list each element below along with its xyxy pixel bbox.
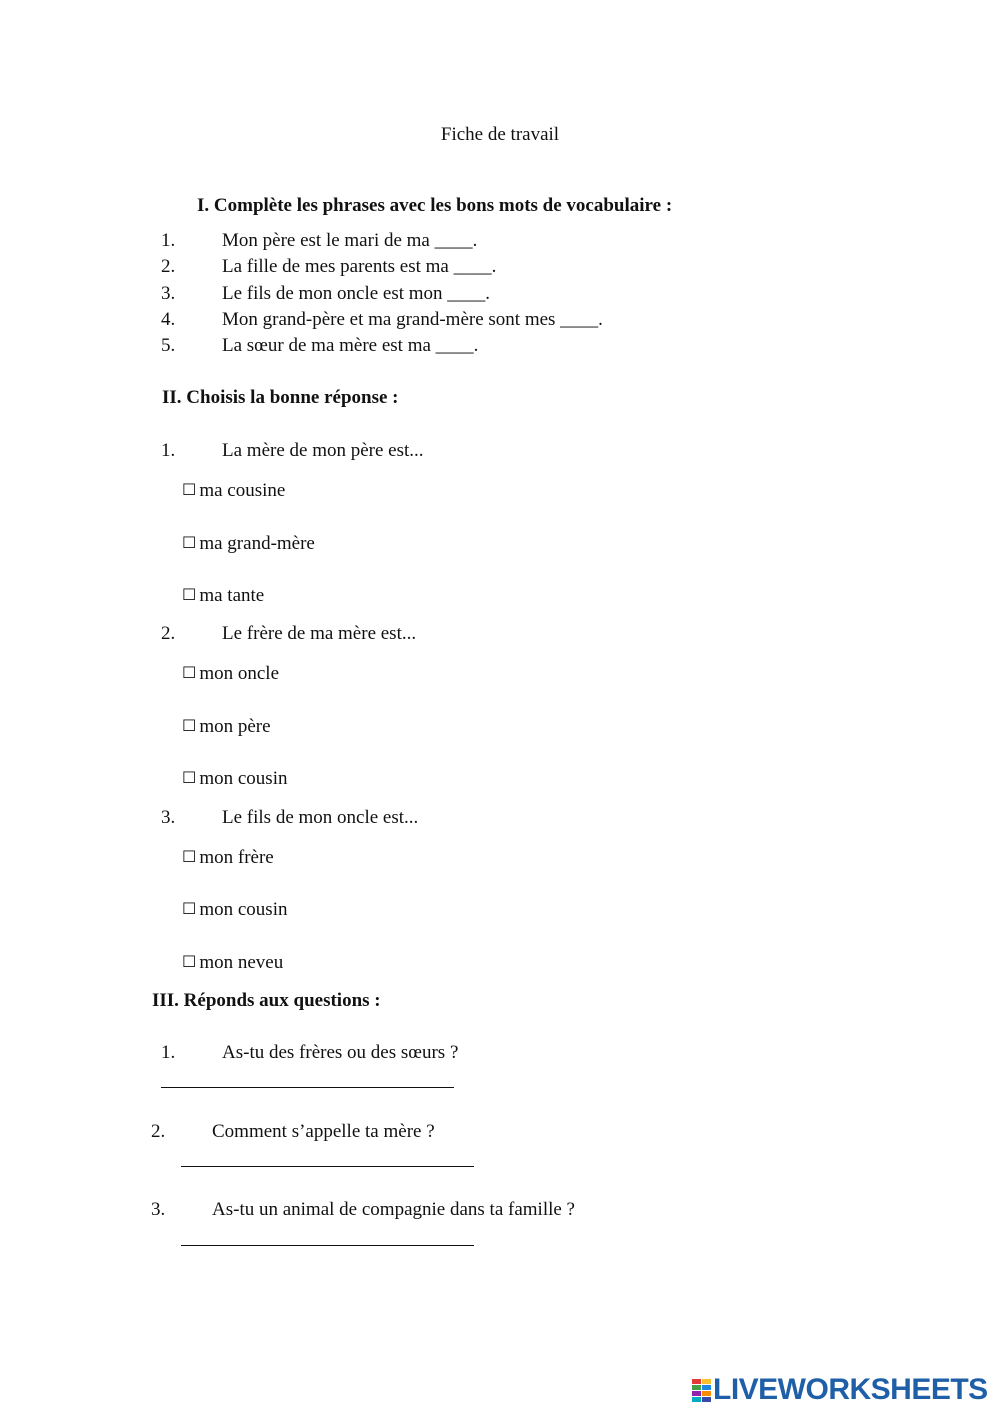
s1-item-4-number: 4. [161,309,176,330]
checkbox-icon[interactable]: ☐ [182,899,197,918]
s2-q3-option-2[interactable] [182,900,287,919]
section-1-heading: I. Complète les phrases avec les bons mots de vocabulaire : [197,195,673,216]
s1-item-2-text: La fille de mes parents est ma ____. [222,256,497,277]
s2-q1-option-2[interactable] [182,534,315,553]
logo-text: LIVEWORKSHEETS [713,1373,988,1406]
logo-mark-icon [692,1379,711,1402]
checkbox-icon[interactable]: ☐ [182,716,197,735]
logo-tile [702,1397,711,1402]
logo-tile [692,1397,701,1402]
s1-item-2-number: 2. [161,256,176,277]
s1-item-5-number: 5. [161,335,176,356]
logo-tile [692,1385,701,1390]
option-label: mon cousin [199,768,288,789]
s1-item-1-text: Mon père est le mari de ma ____. [222,230,478,251]
s1-item-3-number: 3. [161,283,176,304]
logo-tile [692,1391,701,1396]
s1-item-4-text: Mon grand-père et ma grand-mère sont mes ____. [222,309,603,330]
s3-question-2-text: Comment s’appelle ta mère ? [212,1121,435,1142]
option-label: ma tante [199,585,265,606]
s1-item-3-text: Le fils de mon oncle est mon ____. [222,283,491,304]
s3-question-2-number: 2. [151,1121,166,1142]
s2-q2-option-3[interactable] [182,769,287,788]
section-3-heading: III. Réponds aux questions : [152,990,381,1011]
s3-question-3-text: As-tu un animal de compagnie dans ta famille ? [212,1199,575,1220]
liveworksheets-logo [692,1374,988,1406]
section-2-heading: II. Choisis la bonne réponse : [162,387,399,408]
checkbox-icon[interactable]: ☐ [182,663,197,682]
logo-tile [702,1385,711,1390]
s1-item-1-number: 1. [161,230,176,251]
s2-q2-option-1[interactable] [182,664,279,683]
option-label: mon frère [199,847,274,868]
s2-question-2-text: Le frère de ma mère est... [222,623,417,644]
checkbox-icon[interactable]: ☐ [182,585,197,604]
s2-q3-option-3[interactable] [182,953,283,972]
s3-answer-line-1[interactable] [161,1087,454,1088]
s1-item-5-text: La sœur de ma mère est ma ____. [222,335,479,356]
option-label: ma grand-mère [199,533,315,554]
s2-q2-option-2[interactable] [182,717,271,736]
s3-question-1-number: 1. [161,1042,176,1063]
s3-question-1-text: As-tu des frères ou des sœurs ? [222,1042,459,1063]
checkbox-icon[interactable]: ☐ [182,533,197,552]
s2-question-3-number: 3. [161,807,176,828]
option-label: ma cousine [199,480,286,501]
page-title: Fiche de travail [440,124,560,145]
checkbox-icon[interactable]: ☐ [182,952,197,971]
checkbox-icon[interactable]: ☐ [182,847,197,866]
option-label: mon oncle [199,663,280,684]
logo-tile [692,1379,701,1384]
option-label: mon père [199,716,271,737]
s2-q3-option-1[interactable] [182,848,274,867]
checkbox-icon[interactable]: ☐ [182,768,197,787]
s2-question-3-text: Le fils de mon oncle est... [222,807,419,828]
checkbox-icon[interactable]: ☐ [182,480,197,499]
option-label: mon cousin [199,899,288,920]
s2-question-1-number: 1. [161,440,176,461]
logo-tile [702,1379,711,1384]
s2-q1-option-3[interactable] [182,586,264,605]
logo-tile [702,1391,711,1396]
s2-question-1-text: La mère de mon père est... [222,440,424,461]
option-label: mon neveu [199,952,284,973]
s3-answer-line-3[interactable] [181,1245,474,1246]
s3-answer-line-2[interactable] [181,1166,474,1167]
s3-question-3-number: 3. [151,1199,166,1220]
s2-q1-option-1[interactable] [182,481,285,500]
s2-question-2-number: 2. [161,623,176,644]
